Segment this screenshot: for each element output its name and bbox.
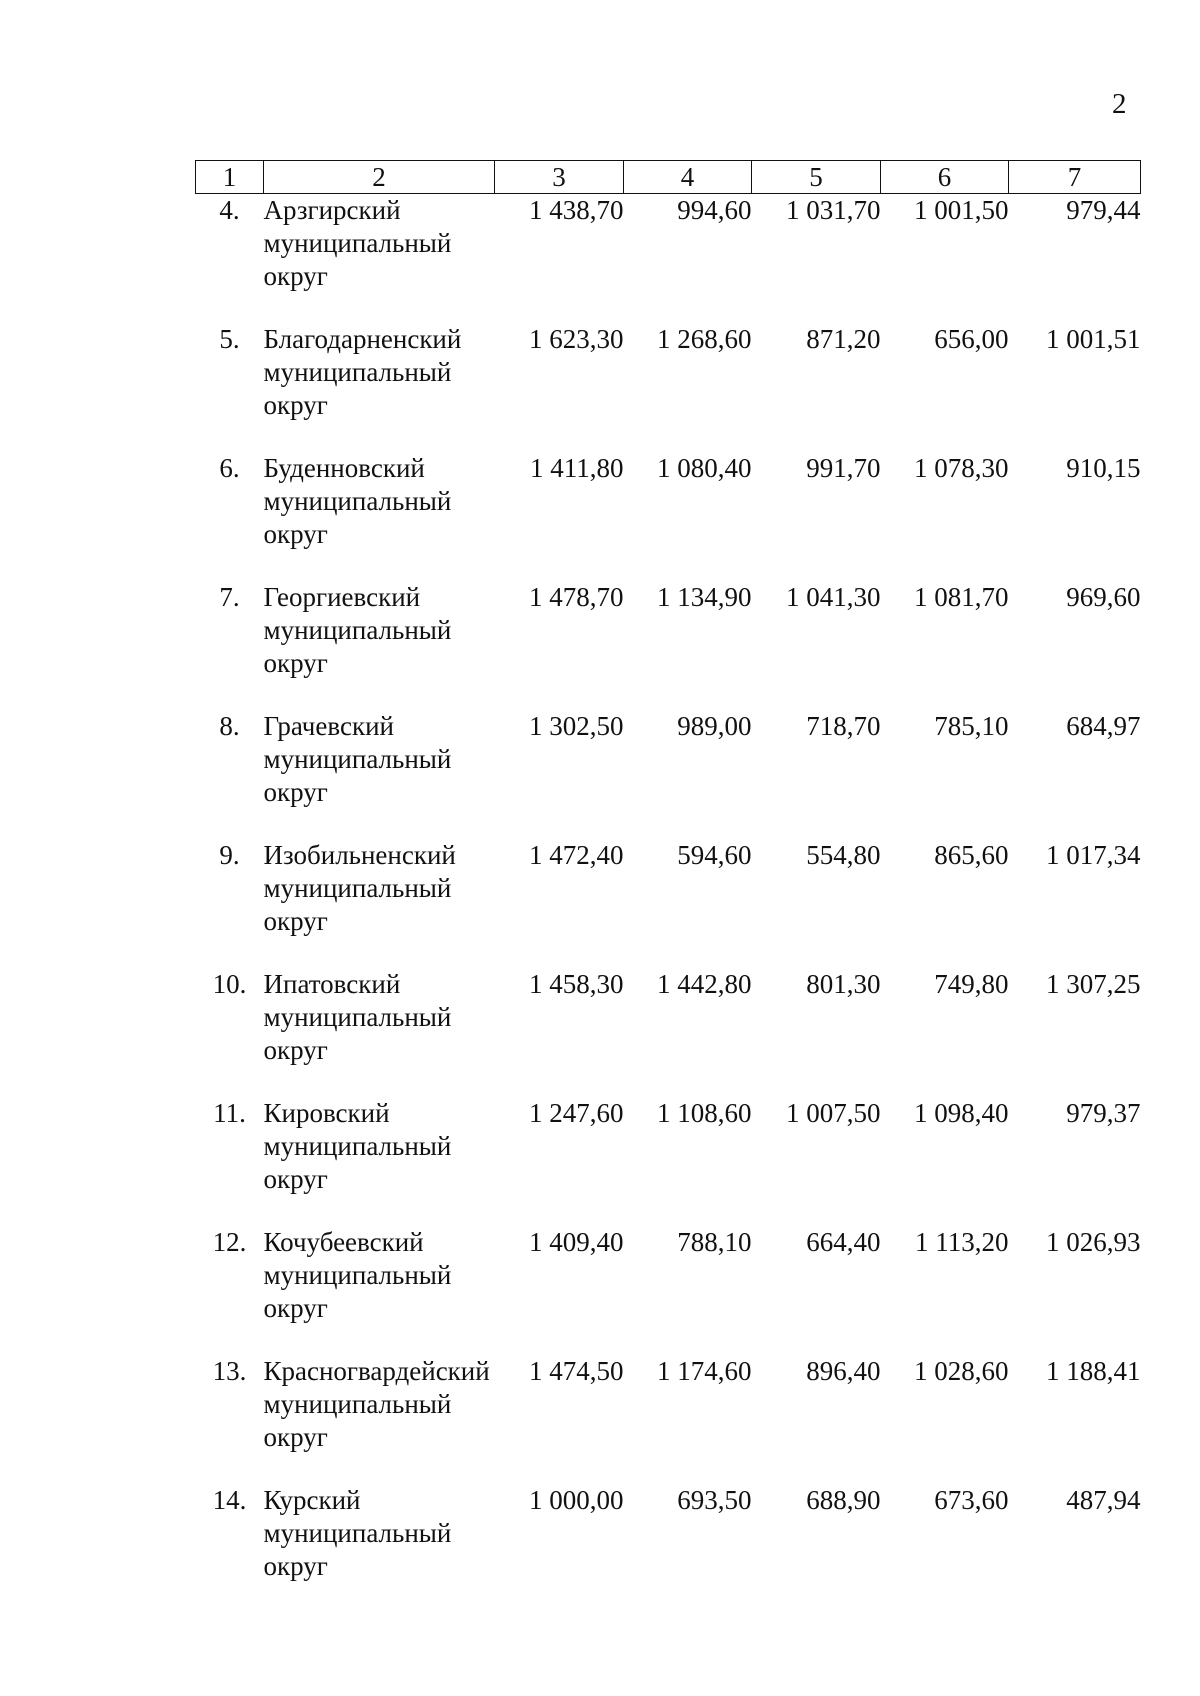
municipality-name: Кочубеевский муниципальный округ [263, 1227, 452, 1323]
municipality-cell [264, 1097, 495, 1226]
municipality-name: Изобильненский муниципальный округ [263, 840, 456, 936]
table-row [196, 323, 1141, 452]
table-row [196, 194, 1141, 324]
value-cell: 693,50 [677, 1485, 752, 1515]
value-cell: 1 174,60 [657, 1356, 752, 1386]
row-number: 13. [212, 1356, 247, 1386]
value-cell: 1 098,40 [914, 1098, 1009, 1128]
value-cell: 673,60 [934, 1485, 1009, 1515]
municipality-name: Грачевский муниципальный округ [263, 711, 452, 807]
row-number: 6. [219, 453, 240, 483]
value-cell: 785,10 [934, 711, 1009, 741]
value-cell: 871,20 [806, 324, 881, 354]
value-cell: 1 000,00 [529, 1485, 624, 1515]
value-cell: 969,60 [1066, 582, 1141, 612]
table-row [196, 839, 1141, 968]
municipality-cell [264, 1355, 495, 1484]
page-number: 2 [1112, 88, 1127, 120]
municipality-name: Георгиевский муниципальный округ [263, 582, 452, 678]
value-cell: 1 302,50 [529, 711, 624, 741]
row-number: 9. [219, 840, 240, 870]
row-number: 8. [219, 711, 240, 741]
value-cell: 664,40 [806, 1227, 881, 1257]
column-header: 3 [495, 161, 624, 194]
value-cell: 1 474,50 [529, 1356, 624, 1386]
value-cell: 1 411,80 [530, 453, 624, 483]
value-cell: 594,60 [677, 840, 752, 870]
value-cell: 1 409,40 [529, 1227, 624, 1257]
value-cell: 749,80 [934, 969, 1009, 999]
value-cell: 865,60 [934, 840, 1009, 870]
value-cell: 487,94 [1066, 1485, 1141, 1515]
row-number: 10. [212, 969, 247, 999]
value-cell: 1 017,34 [1046, 840, 1141, 870]
municipality-name: Кировский муниципальный округ [263, 1098, 452, 1194]
value-cell: 1 080,40 [657, 453, 752, 483]
table-row [196, 1484, 1141, 1613]
municipality-name: Благодарненский муниципальный округ [263, 324, 462, 420]
municipality-cell [264, 1226, 495, 1355]
table-row [196, 1097, 1141, 1226]
municipality-name: Арзгирский муниципальный округ [263, 195, 452, 291]
value-cell: 1 472,40 [529, 840, 624, 870]
value-cell: 989,00 [677, 711, 752, 741]
value-cell: 1 623,30 [529, 324, 624, 354]
municipality-name: Курский муниципальный округ [263, 1485, 452, 1581]
table-header [196, 161, 1141, 194]
table-row [196, 968, 1141, 1097]
value-cell: 1 007,50 [786, 1098, 881, 1128]
data-table [195, 160, 1141, 1613]
column-header: 5 [752, 161, 881, 194]
value-cell: 1 438,70 [529, 195, 624, 225]
municipality-cell [264, 710, 495, 839]
row-number: 11. [213, 1098, 246, 1128]
value-cell: 979,37 [1066, 1098, 1141, 1128]
row-number: 7. [219, 582, 240, 612]
column-header: 2 [264, 161, 495, 194]
column-header: 1 [196, 161, 264, 194]
value-cell: 979,44 [1066, 195, 1141, 225]
value-cell: 684,97 [1066, 711, 1141, 741]
value-cell: 1 026,93 [1046, 1227, 1141, 1257]
municipality-cell [264, 452, 495, 581]
value-cell: 1 247,60 [529, 1098, 624, 1128]
value-cell: 1 113,20 [915, 1227, 1009, 1257]
value-cell: 1 028,60 [914, 1356, 1009, 1386]
value-cell: 1 134,90 [657, 582, 752, 612]
column-header: 6 [881, 161, 1009, 194]
row-number: 14. [212, 1485, 247, 1515]
table-row [196, 1355, 1141, 1484]
municipality-cell [264, 581, 495, 710]
value-cell: 656,00 [934, 324, 1009, 354]
row-number: 5. [219, 324, 240, 354]
value-cell: 910,15 [1066, 453, 1141, 483]
value-cell: 1 078,30 [914, 453, 1009, 483]
value-cell: 1 188,41 [1046, 1356, 1141, 1386]
value-cell: 1 268,60 [657, 324, 752, 354]
value-cell: 1 001,51 [1046, 324, 1141, 354]
municipality-cell [264, 194, 495, 324]
value-cell: 991,70 [806, 453, 881, 483]
row-number: 4. [219, 195, 240, 225]
value-cell: 896,40 [806, 1356, 881, 1386]
value-cell: 1 478,70 [529, 582, 624, 612]
table-row [196, 710, 1141, 839]
municipality-cell [264, 1484, 495, 1613]
column-header: 7 [1009, 161, 1141, 194]
value-cell: 1 307,25 [1046, 969, 1141, 999]
value-cell: 1 458,30 [529, 969, 624, 999]
value-cell: 1 041,30 [786, 582, 881, 612]
table-body [196, 194, 1141, 1614]
row-number: 12. [212, 1227, 247, 1257]
municipality-name: Буденновский муниципальный округ [263, 453, 452, 549]
municipality-cell [264, 968, 495, 1097]
municipality-cell [264, 323, 495, 452]
column-header: 4 [624, 161, 752, 194]
municipality-cell [264, 839, 495, 968]
table-row [196, 452, 1141, 581]
value-cell: 788,10 [677, 1227, 752, 1257]
table-row [196, 581, 1141, 710]
table-row [196, 1226, 1141, 1355]
municipality-name: Красногвардейский муниципальный округ [263, 1356, 490, 1452]
value-cell: 801,30 [806, 969, 881, 999]
value-cell: 1 442,80 [657, 969, 752, 999]
value-cell: 1 001,50 [914, 195, 1009, 225]
value-cell: 718,70 [806, 711, 881, 741]
value-cell: 554,80 [806, 840, 881, 870]
value-cell: 1 081,70 [914, 582, 1009, 612]
value-cell: 1 031,70 [786, 195, 881, 225]
value-cell: 688,90 [806, 1485, 881, 1515]
value-cell: 994,60 [677, 195, 752, 225]
value-cell: 1 108,60 [657, 1098, 752, 1128]
municipality-name: Ипатовский муниципальный округ [263, 969, 452, 1065]
